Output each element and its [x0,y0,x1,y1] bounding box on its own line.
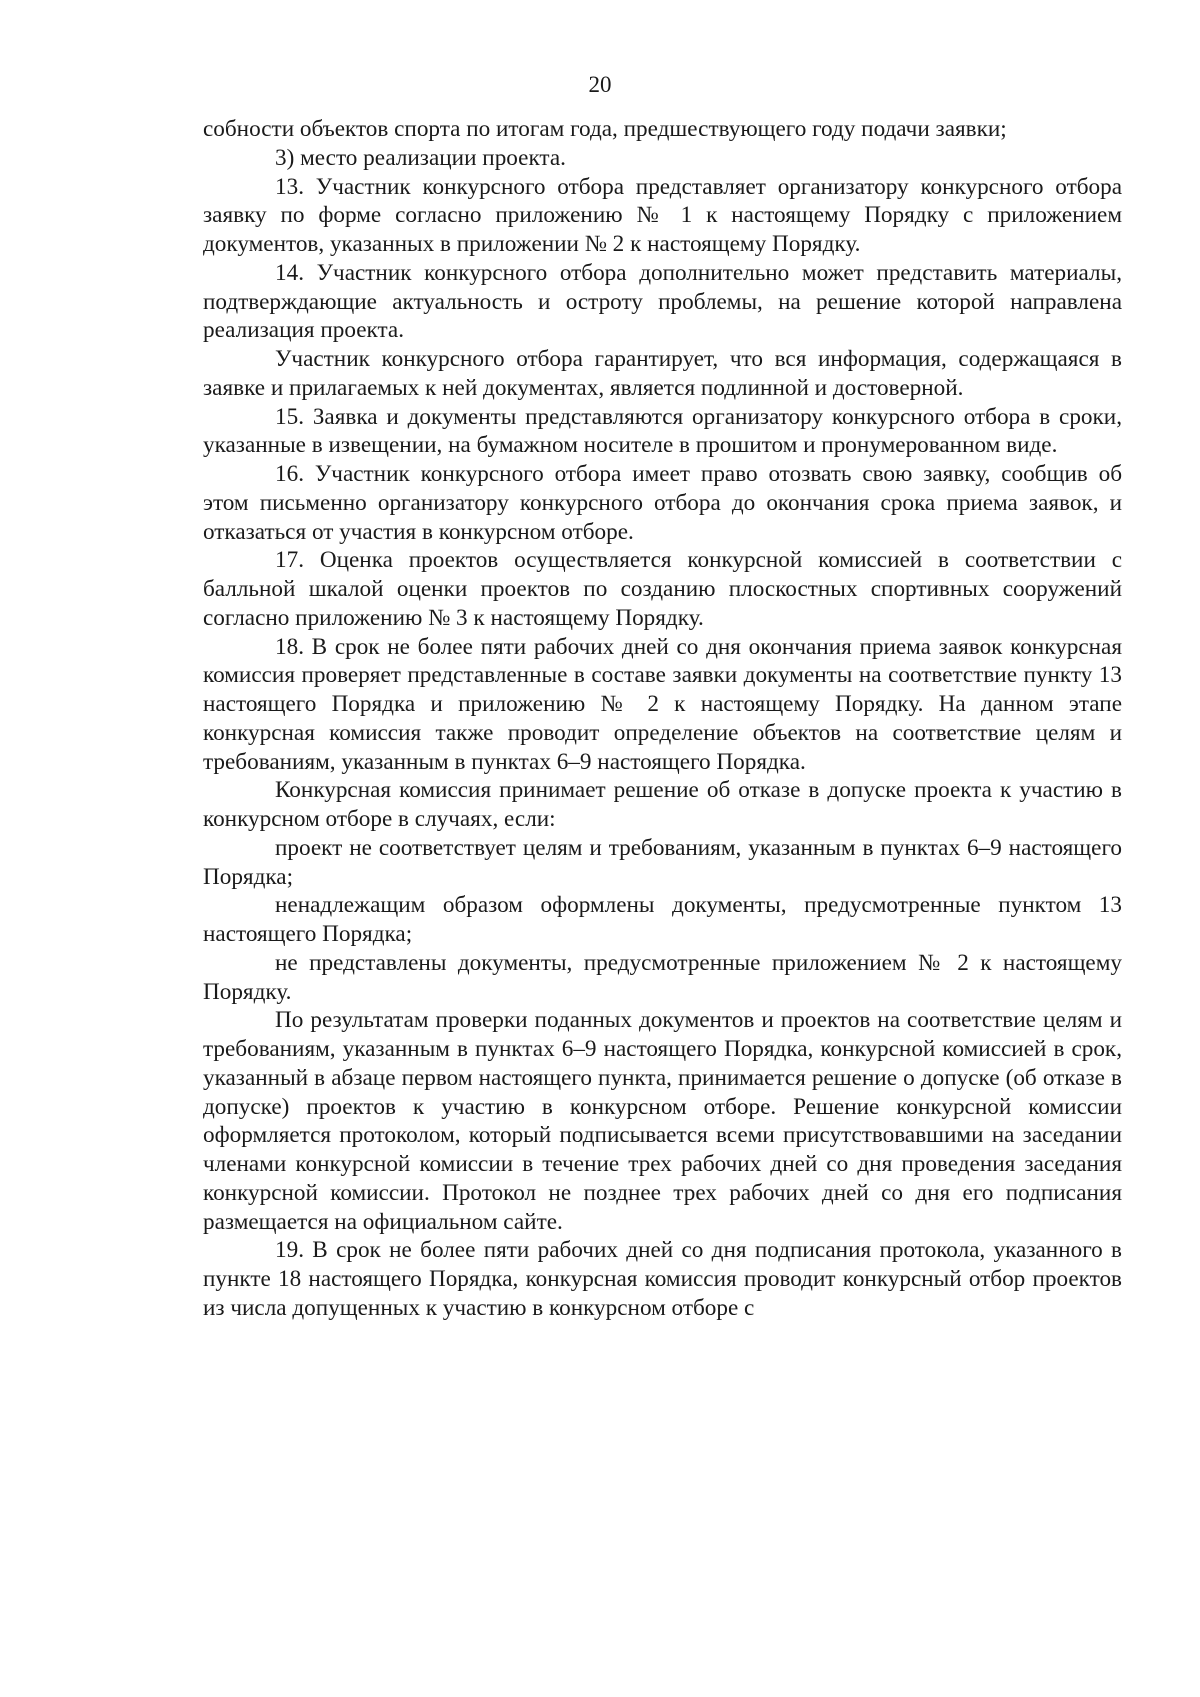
paragraph-16: 16. Участник конкурсного отбора имеет право отозвать свою заявку, сообщив об этом письменно организатору конкурсного отбора до окончания срока приема заявок, и отказаться от участия в конкурсном отборе. [203,461,1122,545]
paragraph-19: 19. В срок не более пяти рабочих дней со дня подписания протокола, указанного в пункте 18 настоящего Порядка, конкурсная комиссия проводит конкурсный отбор проектов из числа допущенных к участию в конкурсном отборе с [203,1237,1122,1321]
paragraph-continuation: собности объектов спорта по итогам года, предшествующего году подачи заявки; [203,116,1007,142]
document-body [203,115,1122,1323]
paragraph-18-results: По результатам проверки поданных документов и проектов на соответствие целям и требованиям, указанным в пунктах 6–9 настоящего Порядка, конкурсной комиссией в срок, указанный в абзаце первом настоящего пункта, принимается решение о допуске (об отказе в допуске) проектов к участию в конкурсном отборе. Решение конкурсной комиссии оформляется протоколом, который подписывается всеми присутствовавшими на заседании членами конкурсной комиссии в течение трех рабочих дней со дня проведения заседания конкурсной комиссии. Протокол не позднее трех рабочих дней со дня его подписания размещается на официальном сайте. [203,1007,1122,1235]
paragraph-18-case-3: не представлены документы, предусмотренные приложением № 2 к настоящему Порядку. [203,949,1122,1005]
paragraph-14: 14. Участник конкурсного отбора дополнительно может представить материалы, подтверждающие актуальность и остроту проблемы, на решение которой направлена реализация проекта. [203,259,1122,344]
paragraph-15: 15. Заявка и документы представляются организатору конкурсного отбора в сроки, указанные в извещении, на бумажном носителе в прошитом и пронумерованном виде. [203,403,1122,459]
paragraph-13: 13. Участник конкурсного отбора представляет организатору конкурсного отбора заявку по форме согласно приложению № 1 к настоящему Порядку с приложением документов, указанных в приложении № 2 к настоящему Порядку. [203,173,1122,257]
paragraph-18-case-1: проект не соответствует целям и требованиям, указанным в пунктах 6–9 настоящего Порядка; [203,834,1122,890]
paragraph-14-guarantee: Участник конкурсного отбора гарантирует, что вся информация, содержащаяся в заявке и прилагаемых к ней документах, является подлинной и достоверной. [203,346,1122,401]
paragraph-18-case-2: ненадлежащим образом оформлены документы, предусмотренные пунктом 13 настоящего Порядка; [203,892,1122,947]
paragraph-item-3: 3) место реализации проекта. [275,144,566,171]
paragraph-18: 18. В срок не более пяти рабочих дней со дня окончания приема заявок конкурсная комиссия проверяет представленные в составе заявки документы на соответствие пункту 13 настоящего Порядка и приложению № 2 к настоящему Порядку. На данном этапе конкурсная комиссия также проводит определение объектов на соответствие целям и требованиям, указанным в пунктах 6–9 настоящего Порядка. [203,633,1122,775]
paragraph-17: 17. Оценка проектов осуществляется конкурсной комиссией в соответствии с балльной шкалой оценки проектов по созданию плоскостных спортивных сооружений согласно приложению № 3 к настоящему Порядку. [203,547,1122,631]
paragraph-18-refusal: Конкурсная комиссия принимает решение об отказе в допуске проекта к участию в конкурсном отборе в случаях, если: [203,777,1122,832]
page-number: 20 [588,72,612,97]
